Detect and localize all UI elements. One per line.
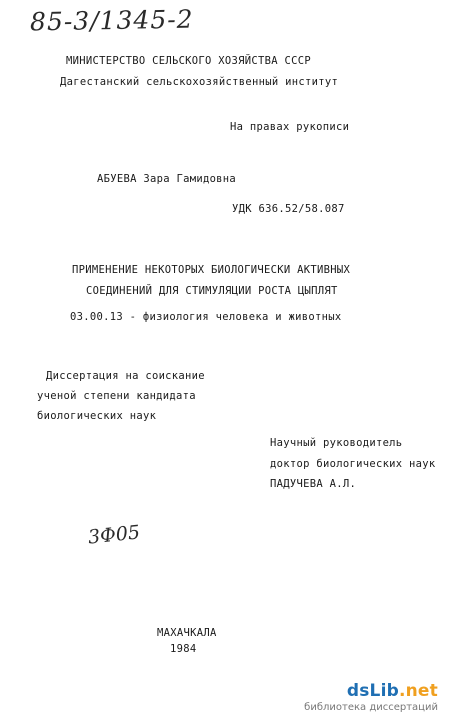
author-name: АБУЕВА Зара Гамидовна	[97, 173, 237, 185]
supervisor-line-1: Научный руководитель	[270, 437, 403, 449]
watermark-logo-main: dsLib	[346, 681, 399, 701]
title-line-1: ПРИМЕНЕНИЕ НЕКОТОРЫХ БИОЛОГИЧЕСКИ АКТИВНЫХ	[72, 264, 351, 276]
supervisor-line-2: доктор биологических наук	[270, 458, 436, 470]
watermark-logo	[304, 683, 438, 700]
city-name: МАХАЧКАЛА	[157, 627, 217, 639]
title-line-2: СОЕДИНЕНИЙ ДЛЯ СТИМУЛЯЦИИ РОСТА ЦЫПЛЯТ	[86, 285, 338, 297]
watermark-subtitle: библиотека диссертаций	[304, 702, 438, 713]
dissertation-line-2: ученой степени кандидата	[37, 390, 196, 402]
ministry-heading: МИНИСТЕРСТВО СЕЛЬСКОГО ХОЗЯЙСТВА СССР	[66, 55, 311, 67]
publication-year: 1984	[170, 643, 197, 655]
handwritten-note: 3Ф05	[86, 521, 142, 549]
watermark	[304, 683, 438, 713]
dissertation-line-1: Диссертация на соискание	[46, 370, 205, 382]
archive-mark: 85-3/1345-2	[29, 4, 194, 37]
udc-code: УДК 636.52/58.087	[232, 203, 345, 215]
watermark-logo-tld: .net	[398, 681, 438, 701]
manuscript-note: На правах рукописи	[230, 121, 350, 133]
supervisor-line-3: ПАДУЧЕВА А.Л.	[270, 478, 357, 490]
institute-name: Дагестанский сельскохозяйственный институт	[60, 76, 339, 88]
dissertation-line-3: биологических наук	[37, 410, 157, 422]
specialty-code: 03.00.13 - физиология человека и животных	[70, 311, 342, 323]
